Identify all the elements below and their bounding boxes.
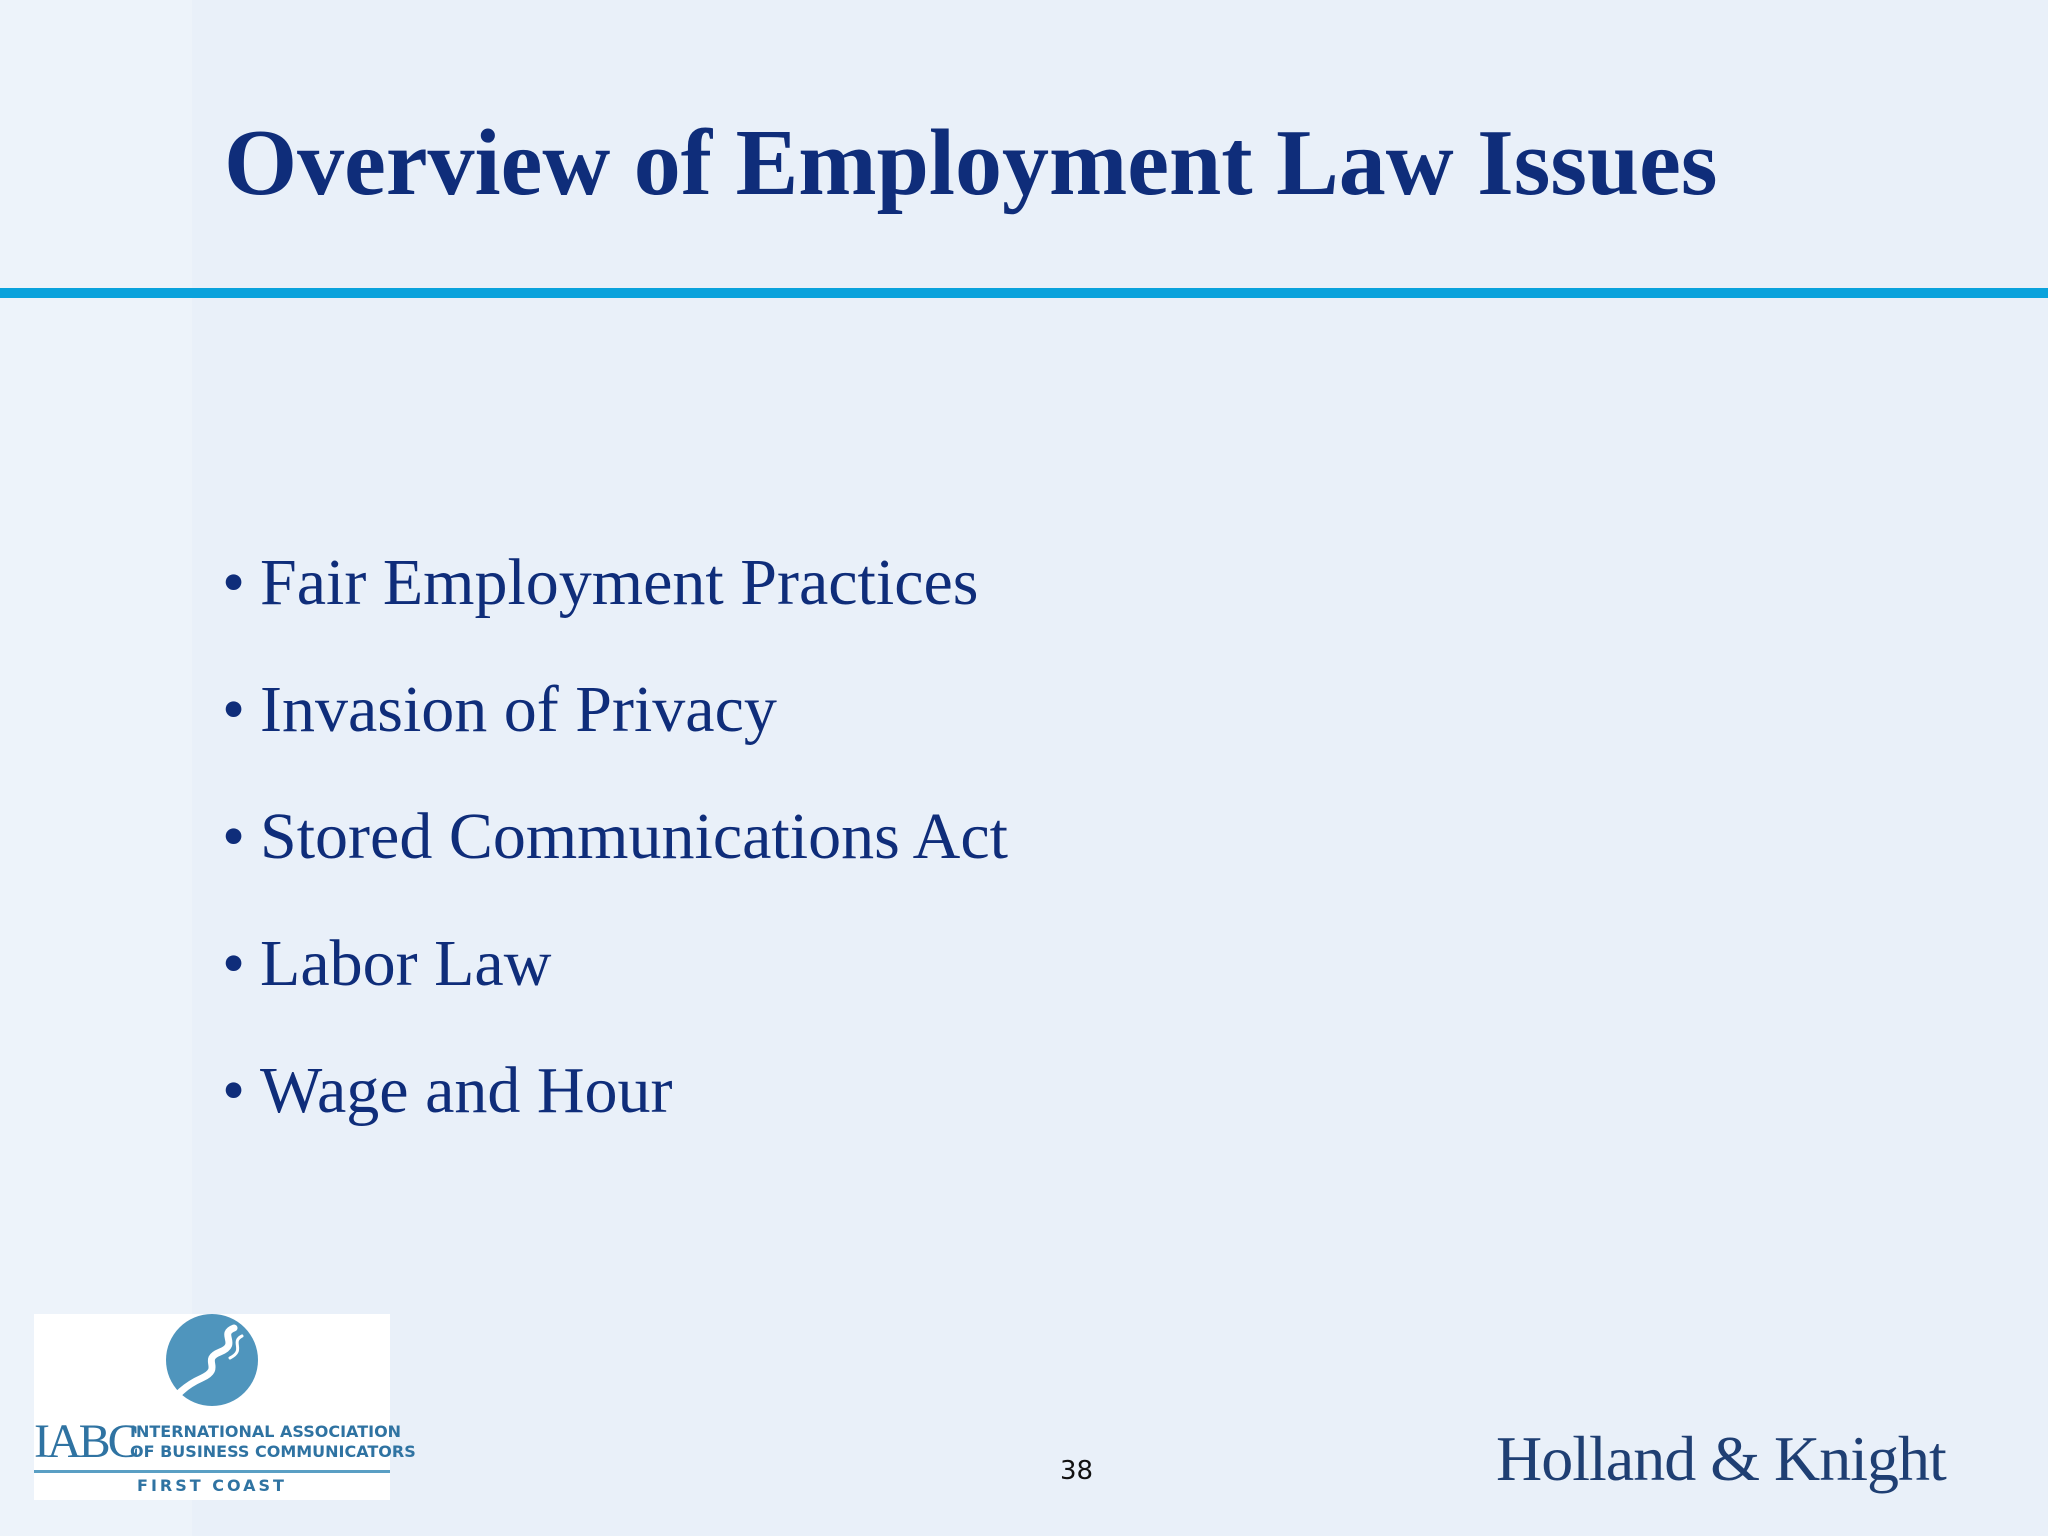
iabc-logo	[34, 1314, 416, 1500]
page-number: 38	[1060, 1456, 1094, 1486]
iabc-name-line1: INTERNATIONAL ASSOCIATION	[130, 1422, 402, 1441]
iabc-divider	[34, 1470, 390, 1473]
bullet-dot: •	[222, 546, 246, 619]
bullet-dot: •	[222, 1054, 246, 1127]
left-background-band	[0, 0, 192, 1536]
river-emblem-icon	[34, 1314, 390, 1414]
bullet-item	[222, 794, 1008, 921]
bullet-text: Invasion of Privacy	[260, 673, 777, 746]
iabc-abbreviation: IABC	[34, 1415, 137, 1468]
iabc-chapter: FIRST COAST	[137, 1476, 287, 1495]
slide-title: Overview of Employment Law Issues	[224, 111, 1718, 215]
bullet-item	[222, 1048, 1008, 1175]
holland-knight-logo: Holland & Knight	[1496, 1423, 1946, 1494]
bullet-dot: •	[222, 927, 246, 1000]
bullet-item	[222, 667, 1008, 794]
bullet-item	[222, 540, 1008, 667]
bullet-dot: •	[222, 673, 246, 746]
bullet-text: Stored Communications Act	[260, 800, 1008, 873]
bullet-text: Fair Employment Practices	[260, 546, 979, 619]
bullet-list	[222, 540, 1008, 1175]
bullet-text: Wage and Hour	[260, 1054, 673, 1127]
bullet-item	[222, 921, 1008, 1048]
title-divider	[0, 288, 2048, 298]
iabc-name-line2: OF BUSINESS COMMUNICATORS	[130, 1442, 416, 1461]
bullet-dot: •	[222, 800, 246, 873]
bullet-text: Labor Law	[260, 927, 552, 1000]
